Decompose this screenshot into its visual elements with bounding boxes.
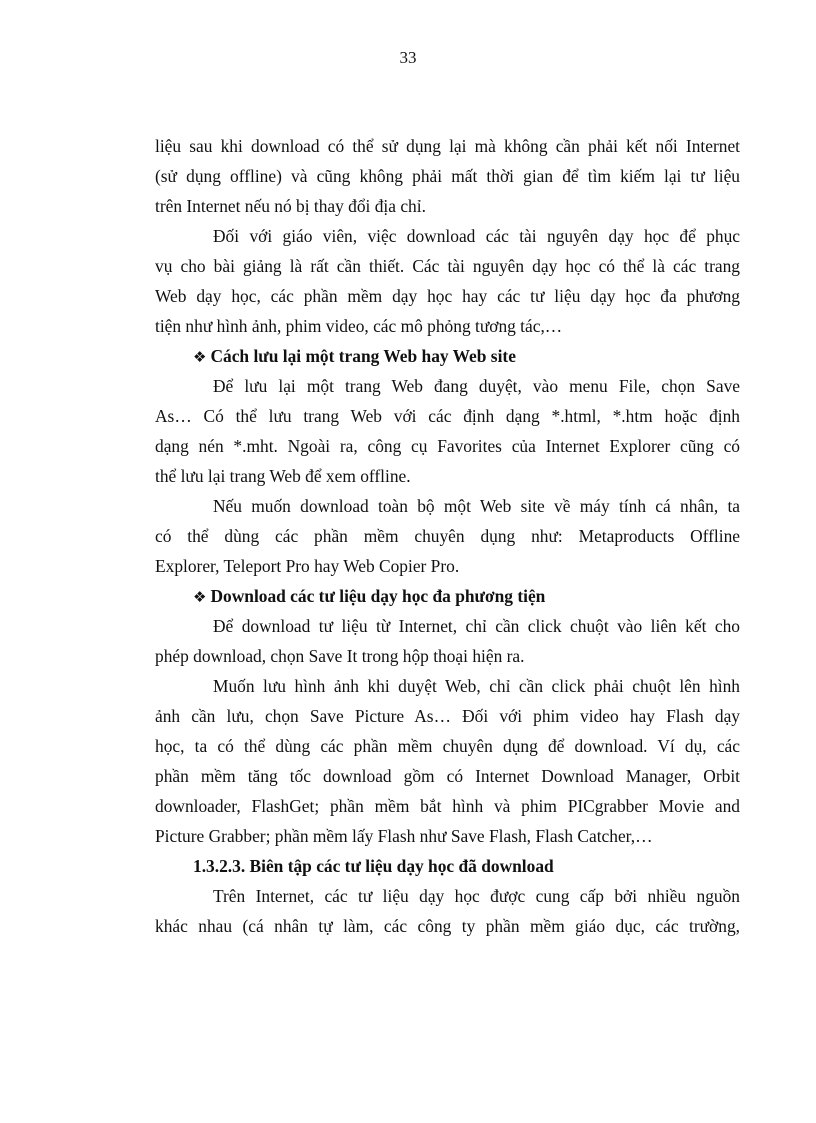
text-line: [155, 161, 740, 191]
line-text: Web dạy học, các phần mềm dạy học hay các tư liệu dạy học đa phương: [155, 286, 740, 306]
line-text: dạng nén *.mht. Ngoài ra, công cụ Favorites của Internet Explorer cũng có: [155, 436, 740, 456]
line-text: tiện như hình ảnh, phim video, các mô phỏng tương tác,…: [155, 316, 563, 336]
line-text: (sử dụng offline) và cũng không phải mất thời gian để tìm kiếm lại tư liệu: [155, 166, 740, 186]
paragraph-last-line: [155, 551, 740, 581]
text-line: [155, 701, 740, 731]
line-text: Explorer, Teleport Pro hay Web Copier Pro.: [155, 556, 460, 576]
text-line: [155, 401, 740, 431]
document-body: [155, 131, 740, 941]
line-text: Nếu muốn download toàn bộ một Web site về máy tính cá nhân, ta: [213, 496, 740, 516]
line-text: thể lưu lại trang Web để xem offline.: [155, 466, 411, 486]
section-heading: [155, 341, 740, 371]
line-text: downloader, FlashGet; phần mềm bắt hình và phim PICgrabber Movie and: [155, 796, 740, 816]
paragraph-last-line: [155, 641, 740, 671]
text-line: [155, 521, 740, 551]
text-line: [155, 431, 740, 461]
text-line: [155, 131, 740, 161]
paragraph-first-line: [155, 371, 740, 401]
line-text: As… Có thể lưu trang Web với các định dạng *.html, *.htm hoặc định: [155, 406, 740, 426]
diamond-bullet-icon: ❖: [193, 348, 207, 366]
paragraph-first-line: [155, 491, 740, 521]
line-text: Cách lưu lại một trang Web hay Web site: [210, 346, 516, 366]
line-text: có thể dùng các phần mềm chuyên dụng như: Metaproducts Offline: [155, 526, 740, 546]
page-number: 33: [399, 48, 417, 67]
line-text: học, ta có thể dùng các phần mềm chuyên dụng để download. Ví dụ, các: [155, 736, 740, 756]
text-line: [155, 281, 740, 311]
line-text: phép download, chọn Save It trong hộp thoại hiện ra.: [155, 646, 525, 666]
line-text: 1.3.2.3. Biên tập các tư liệu dạy học đã download: [193, 856, 554, 876]
line-text: Picture Grabber; phần mềm lấy Flash như Save Flash, Flash Catcher,…: [155, 826, 653, 846]
line-text: Đối với giáo viên, việc download các tài nguyên dạy học để phục: [213, 226, 740, 246]
paragraph-last-line: [155, 191, 740, 221]
diamond-bullet-icon: ❖: [193, 588, 207, 606]
text-line: [155, 911, 740, 941]
text-line: [155, 731, 740, 761]
text-line: [155, 791, 740, 821]
paragraph-first-line: [155, 611, 740, 641]
paragraph-first-line: [155, 881, 740, 911]
paragraph-last-line: [155, 461, 740, 491]
paragraph-last-line: [155, 311, 740, 341]
line-text: Muốn lưu hình ảnh khi duyệt Web, chỉ cần click phải chuột lên hình: [213, 676, 740, 696]
text-line: [155, 761, 740, 791]
line-text: phần mềm tăng tốc download gồm có Internet Download Manager, Orbit: [155, 766, 740, 786]
line-text: Để lưu lại một trang Web đang duyệt, vào menu File, chọn Save: [213, 376, 740, 396]
line-text: ảnh cần lưu, chọn Save Picture As… Đối với phim video hay Flash dạy: [155, 706, 740, 726]
line-text: Download các tư liệu dạy học đa phương tiện: [210, 586, 546, 606]
section-heading: [155, 581, 740, 611]
line-text: vụ cho bài giảng là rất cần thiết. Các tài nguyên dạy học có thể là các trang: [155, 256, 740, 276]
line-text: liệu sau khi download có thể sử dụng lại mà không cần phải kết nối Internet: [155, 136, 740, 156]
text-line: [155, 251, 740, 281]
paragraph-first-line: [155, 671, 740, 701]
line-text: trên Internet nếu nó bị thay đổi địa chỉ.: [155, 196, 426, 216]
line-text: Để download tư liệu từ Internet, chỉ cần click chuột vào liên kết cho: [213, 616, 740, 636]
line-text: Trên Internet, các tư liệu dạy học được cung cấp bởi nhiều nguồn: [213, 886, 740, 906]
paragraph-last-line: [155, 821, 740, 851]
paragraph-first-line: [155, 221, 740, 251]
line-text: khác nhau (cá nhân tự làm, các công ty phần mềm giáo dục, các trường,: [155, 916, 740, 936]
subsection-heading: [155, 851, 740, 881]
